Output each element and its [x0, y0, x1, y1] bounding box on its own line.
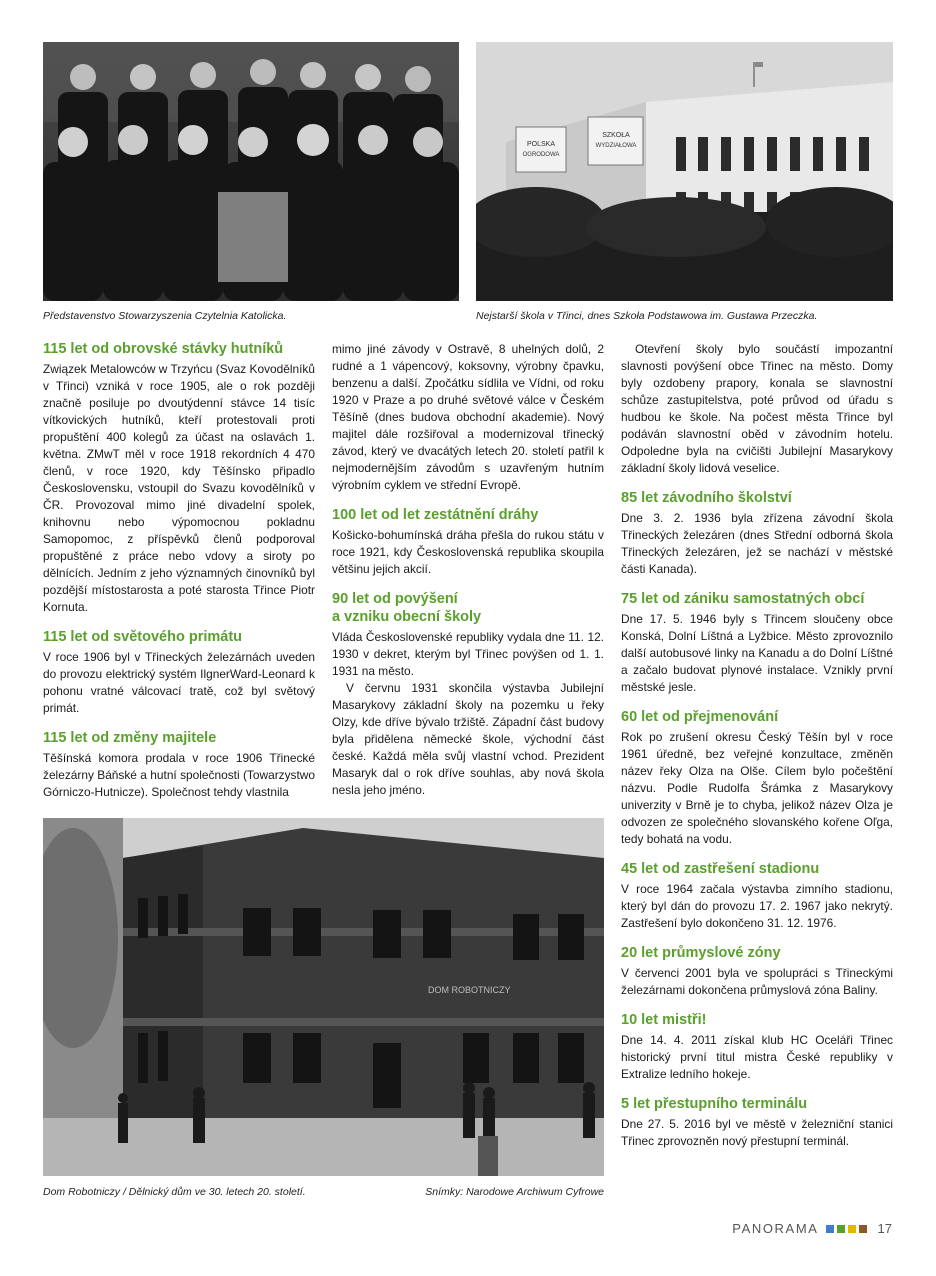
magazine-brand: PANORAMA [732, 1221, 819, 1236]
section-heading: 20 let průmyslové zóny [621, 945, 781, 961]
section-strike [43, 340, 315, 616]
section-text: Dne 27. 5. 2016 byl ve městě v železniční stanici Třinec zprovozněn nový přestupní terminál. [621, 1117, 893, 1148]
section-owner-change [43, 729, 315, 801]
workers-house-photo [43, 818, 604, 1176]
page-footer [732, 1221, 892, 1236]
section-text: Dne 14. 4. 2011 získal klub HC Oceláři Třinec historický první titul mistra České republiky v Extralize ledního hokeje. [621, 1033, 893, 1081]
svg-text:SZKOŁA: SZKOŁA [602, 132, 630, 139]
section-heading: 10 let mistři! [621, 1012, 707, 1028]
section-terminal [621, 1095, 893, 1150]
section-school-system [621, 489, 893, 578]
section-heading-line1: 90 let od povýšení [332, 591, 458, 607]
section-heading: 60 let od přejmenování [621, 709, 779, 725]
color-square-brown [859, 1225, 867, 1233]
color-square-green [837, 1225, 845, 1233]
color-square-yellow [848, 1225, 856, 1233]
column-3 [621, 341, 893, 1162]
section-heading: 115 let od změny majitele [43, 730, 217, 746]
section-heading: 100 let od let zestátnění dráhy [332, 507, 539, 523]
color-squares [826, 1225, 867, 1233]
section-text: Dne 17. 5. 1946 byly s Třincem sloučeny obce Konská, Dolní Líštná a Lyžbice. Město zprovoznilo další autobusové linky na Kanadu a do Dolní Líštné a začalo budovat plynové instalace. Vznikly první městské jesle. [621, 612, 893, 694]
section-text: Rok po zrušení okresu Český Těšín byl v roce 1961 úředně, bez veřejné konzultace, změněn název řeky Olza na Olše. Cílem bylo počeštění názvu. Podle Rudolfa Šrámka z Masarykovy univerzity v Brně je to chyba, jelikož název Olza je odvozen ze společného slovanského kořene Oľga, tedy bohatá na vodu. [621, 730, 893, 846]
column-3-intro: Otevření školy bylo součástí impozantní slavnosti povýšení obce Třinec na město. Domy byly ozdobeny prapory, konala se slavnostní schůze zastupitelstva, poté průvod od úřadu s hudbou ke škole. Na počest města Třince byl podáván slavnostní oběd v závodním hotelu. Odpoledne byla na cvičišti Jubilejní Masarykovy základní školy lidová veselice. [621, 342, 893, 475]
section-heading: 45 let od zastřešení stadionu [621, 861, 820, 877]
svg-text:OGRODOWA: OGRODOWA [522, 152, 560, 158]
photo1-caption: Představenstvo Stowarzyszenia Czytelnia Katolicka. [43, 310, 287, 322]
svg-text:DOM ROBOTNICZY: DOM ROBOTNICZY [428, 985, 511, 995]
section-text: Związek Metalowców w Trzyńcu (Svaz Kovodělníků v Třinci) vzniká v roce 1905, ale o rok později značně posiluje po dvoutýdenní stávce 14 tisíc vítkovických hutníků, kteří protestovali proti propuštění 400 kolegů za účast na oslavách 1. května. ZMwT měl v roce 1918 rekordních 4 470 členů, v roce 1920, kdy Těšínsko připadlo Československu, vstoupil do Svazu kovodělníků v ČR. Provozoval mimo jiné divadelní spolek, knihovnu nebo výpomocnou pokladnu Samopomoc, z příspěvků členů podporoval propuštěné z práce nebo vdovy a siroty po dělnících. Jedním z jeho významných činovníků byl pozdější místostarosta a poté starosta Třince Piotr Kornuta. [43, 362, 315, 614]
svg-text:POLSKA: POLSKA [526, 141, 556, 148]
section-text: Vláda Československé republiky vydala dne 11. 12. 1930 v dekret, kterým byl Třinec povýšen od 1. 1. 1931 na město. [332, 630, 604, 678]
section-champions [621, 1011, 893, 1083]
svg-text:WYDZIAŁOWA: WYDZIAŁOWA [595, 143, 637, 149]
school-building-photo [476, 42, 893, 301]
photo3-caption: Dom Robotniczy / Dělnický dům ve 30. letech 20. století. [43, 1186, 306, 1198]
page-number: 17 [877, 1221, 892, 1236]
section-heading: 85 let závodního školství [621, 490, 792, 506]
column-2 [332, 341, 604, 799]
section-heading: 115 let od obrovské stávky hutníků [43, 341, 284, 357]
section-heading: 115 let od světového primátu [43, 629, 243, 645]
photo2-caption: Nejstarší škola v Třinci, dnes Szkoła Podstawowa im. Gustawa Przeczka. [476, 310, 818, 322]
section-text: V červenci 2001 byla ve spolupráci s Třineckými železárnami dokončena průmyslová zóna Baliny. [621, 966, 893, 997]
section-text: V červnu 1931 skončila výstavba Jubilejní Masarykovy základní školy na pozemku u řeky Olzy, kde dříve bývalo tržiště. Západní část budovy byla přidělena německé škole, východní část české. Každá měla svůj vlastní vchod. Prezident Masaryk dal o rok dříve souhlas, aby nová škola nesla jeho jméno. [332, 681, 604, 797]
column-1 [43, 340, 315, 813]
photo-credit: Snímky: Narodowe Archiwum Cyfrowe [425, 1186, 604, 1198]
section-villages [621, 590, 893, 696]
section-town-school [332, 590, 604, 799]
section-text: V roce 1906 byl v Třineckých železárnách uveden do provozu elektrický systém IlgnerWard-Leonard k pohonu vratné válcovací tratě, což byl světový primát. [43, 650, 315, 715]
section-world-first [43, 628, 315, 717]
section-text: Dne 3. 2. 1936 byla zřízena závodní škola Třineckých železáren (dnes Střední odborná škola Třineckých železáren, jež se nachází v městské části Kanada). [621, 511, 893, 576]
section-text: Těšínská komora prodala v roce 1906 Třinecké železárny Báňské a hutní společnosti (Towarzystwo Górniczo-Hutnicze). Společnost tehdy vlastnila [43, 751, 315, 799]
section-stadium [621, 860, 893, 932]
column-2-intro: mimo jiné závody v Ostravě, 8 uhelných dolů, 2 rudné a 1 vápencový, koksovny, výrobny čpavku, benzenu a další. Zpočátku sídlila ve Vídni, od roku 1920 v Praze a po druhé světové válce v Českém Těšíně (dnes budova obchodní akademie). Nový majitel dále rozšiřoval a modernizoval třinecký závod, který ve dvacátých letech 20. století patřil k nejmodernějším závodům s uzavřeným hutním výrobním cyklem ve střední Evropě. [332, 342, 604, 492]
section-heading-line2: a vzniku obecní školy [332, 609, 482, 625]
section-heading: 5 let přestupního terminálu [621, 1096, 808, 1112]
group-portrait-photo [43, 42, 459, 301]
section-heading: 75 let od zániku samostatných obcí [621, 591, 865, 607]
section-renaming [621, 708, 893, 848]
color-square-blue [826, 1225, 834, 1233]
section-text: Košicko-bohumínská dráha přešla do rukou státu v roce 1921, kdy Československá republika skoupila většinu jejich akcií. [332, 528, 604, 576]
section-railway [332, 506, 604, 578]
section-industrial-zone [621, 944, 893, 999]
section-text: V roce 1964 začala výstavba zimního stadionu, který byl dán do provozu 17. 2. 1967 jako nekrytý. Zastřešení bylo dokončeno 31. 12. 1976. [621, 882, 893, 930]
